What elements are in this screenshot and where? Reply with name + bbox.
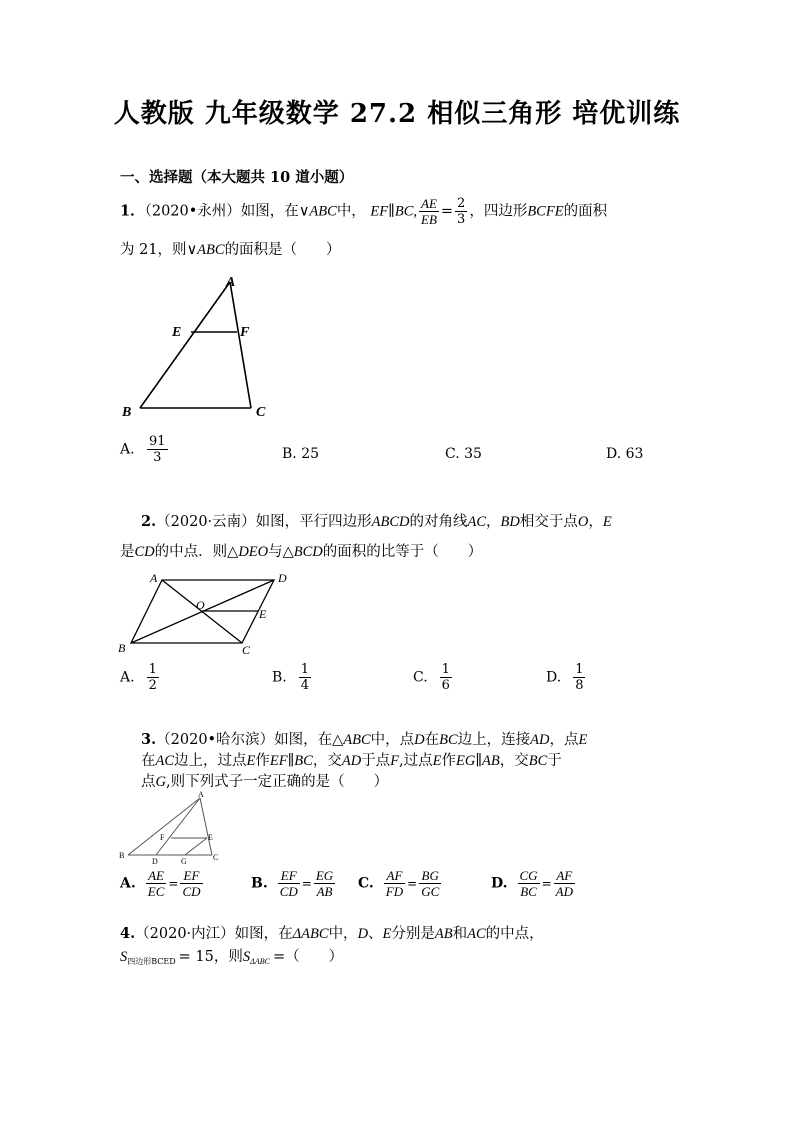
q3-option-a[interactable]: A. $\frac{AE}{EC}$ = $\frac{EF}{CD}$ (120, 868, 201, 899)
q2-label-e: E (259, 607, 267, 621)
question-3-line-2: 在AC边上，过点E作EF∥BC，交AD于点F,过点E作EG∥AB，交BC于 (141, 753, 562, 769)
q1-label-f: F (240, 325, 250, 340)
question-3-line-3: 点G,则下列式子一定正确的是（ ） (141, 774, 389, 790)
q2-label-a: A (150, 571, 158, 585)
q3-side-ac (200, 798, 212, 855)
q1-label-b: B (122, 405, 132, 420)
question-2-line-1: 2.（2020·云南）如图，平行四边形ABCD的对角线AC，BD相交于点O，E (141, 513, 612, 530)
q1-text: 的面积 (563, 203, 608, 220)
q1-label-a: A (226, 275, 236, 290)
section-heading: 一、选择题（本大题共 10 道小题） (120, 169, 354, 186)
q3-label-d: D (152, 857, 158, 866)
q1-label-c: C (256, 405, 266, 420)
q2-label-d: D (278, 571, 287, 585)
q3-label-g: G (181, 857, 187, 866)
q1-side-ab (140, 282, 230, 408)
q1-equals: = (440, 203, 454, 220)
q4-area-subscript-triangle: ΔABC (250, 957, 270, 966)
q3-option-b[interactable]: B. $\frac{EF}{CD}$ = $\frac{EG}{AB}$ (251, 868, 334, 899)
q1-text: 为 21，则 (120, 242, 187, 258)
question-3-line-1: 3.（2020•哈尔滨）如图，在△ABC中，点D在BC边上，连接AD，点E (141, 731, 588, 748)
q2-label-c: C (242, 643, 251, 657)
q1-text: 中， (336, 203, 366, 220)
q1-text: ，四边形 (469, 203, 528, 220)
question-4-line-1: 4.（2020·内江）如图，在ΔABC中，D、E分别是AB和AC的中点， (120, 925, 544, 942)
q3-side-ab (128, 798, 200, 855)
q1-text: （2020•永州）如图，在 (144, 203, 299, 220)
q1-option-b[interactable]: B. 25 (282, 446, 320, 462)
q3-segment-ad (156, 798, 200, 855)
question-2-number: 2. (141, 513, 157, 530)
q1-quadrilateral: BCFE (527, 203, 564, 220)
q2-label-b: B (118, 641, 126, 655)
q3-label-e: E (208, 833, 213, 842)
q2-parallelogram-figure (112, 568, 302, 660)
question-1-line-2 (120, 240, 341, 260)
question-4-line-2: $S_{四边形BCED} = 15$，则$S_{\Delta ABC}$ =（ ） (120, 949, 344, 966)
q1-triangle: ∨ABC (298, 203, 337, 220)
question-1-line-1 (120, 196, 607, 227)
question-4-number: 4. (120, 925, 136, 942)
q1-option-a[interactable]: A. $\frac{91}{3}$ (120, 434, 166, 465)
q1-option-d[interactable]: D. 63 (606, 446, 644, 462)
q1-fraction-2-3: $\frac{2}{3}$ (457, 196, 466, 227)
q2-option-a[interactable]: A. $\frac{1}{2}$ (120, 662, 157, 693)
q1-fraction-ae-eb: $\frac{AE}{EB}$ (421, 196, 437, 227)
q2-option-c[interactable]: C. $\frac{1}{6}$ (413, 662, 450, 693)
q3-label-a: A (198, 790, 204, 799)
question-2-line-2: 是CD的中点．则△DEO与△BCD的面积的比等于（ ） (120, 544, 483, 560)
q3-option-d[interactable]: D. $\frac{CG}{BC}$ = $\frac{AF}{AD}$ (491, 868, 573, 899)
q3-label-b: B (119, 851, 125, 860)
page-title: 人教版 九年级数学 27.2 相似三角形 培优训练 (113, 99, 681, 129)
q3-segment-eg (185, 838, 207, 855)
question-1-number: 1． (120, 202, 145, 220)
q2-label-o: O (196, 598, 205, 612)
q4-area-subscript-quad: 四边形BCED (127, 957, 176, 966)
q2-option-b[interactable]: B. $\frac{1}{4}$ (272, 662, 310, 693)
question-3-number: 3. (141, 731, 157, 748)
q3-label-c: C (213, 853, 219, 862)
q1-label-e: E (172, 325, 182, 340)
q3-label-f: F (160, 833, 165, 842)
q1-option-c[interactable]: C. 35 (445, 446, 482, 462)
q1-parallel: EF∥BC, (370, 203, 417, 220)
q3-triangle-figure (116, 790, 226, 866)
q1-side-ac (230, 282, 251, 408)
q2-option-d[interactable]: D. $\frac{1}{8}$ (546, 662, 584, 693)
q1-triangle-figure (112, 272, 287, 422)
q3-option-c[interactable]: C. $\frac{AF}{FD}$ = $\frac{BG}{GC}$ (358, 868, 440, 899)
q1-triangle: ∨ABC (186, 242, 225, 258)
q1-text: 的面积是（ ） (224, 242, 341, 258)
